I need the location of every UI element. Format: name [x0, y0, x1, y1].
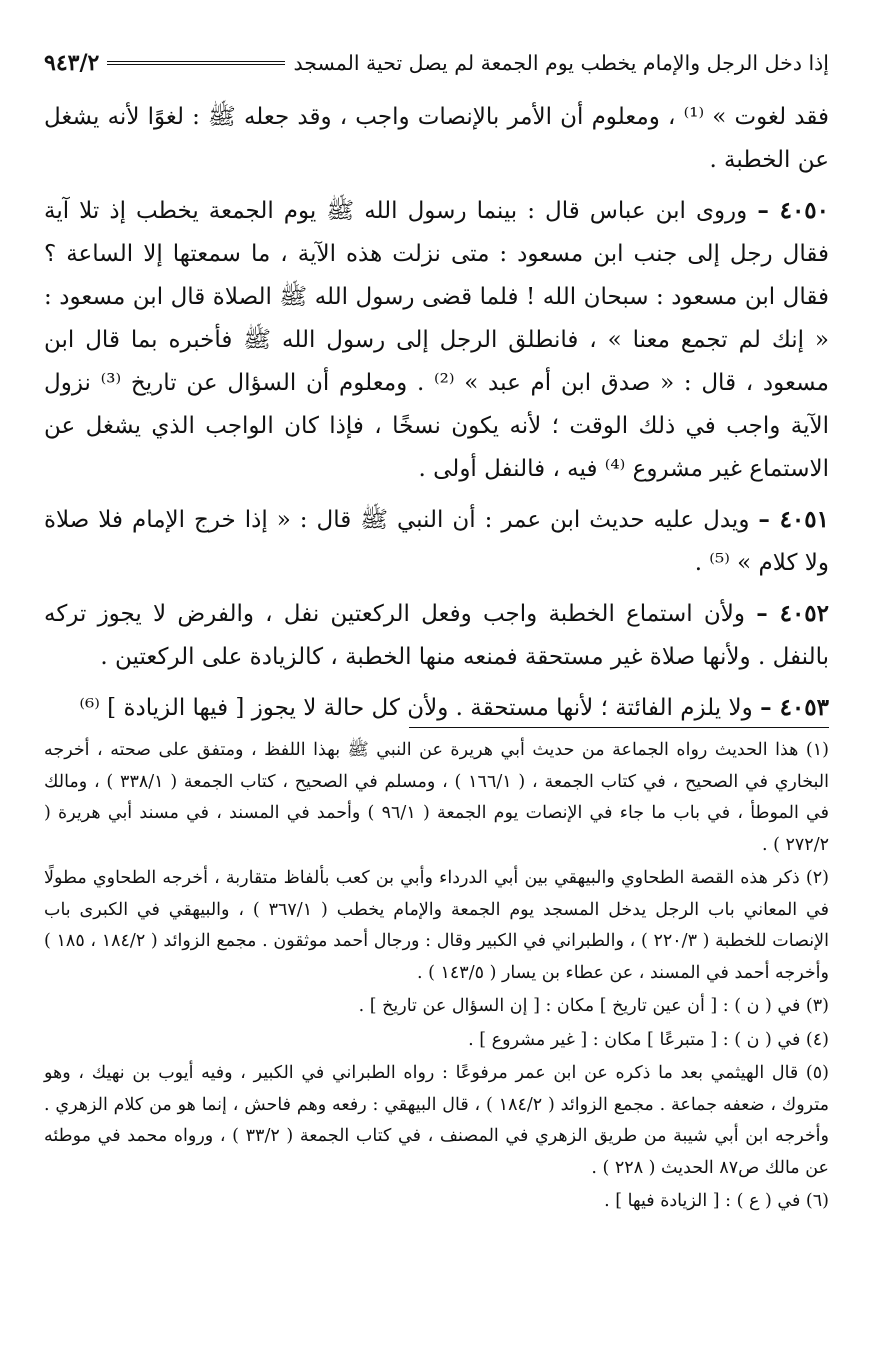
paragraph-text: ويدل عليه حديث ابن عمر : أن النبي ﷺ قال : « إذا خرج الإمام فلا صلاة ولا كلام » ⁽⁵⁾ .: [44, 507, 829, 576]
paragraph: [44, 592, 829, 679]
paragraph: [44, 95, 829, 182]
paragraph-number: ٤٠٥٣ –: [760, 694, 829, 721]
main-text: [44, 95, 829, 737]
paragraph-number: ٤٠٥٠ –: [757, 197, 830, 224]
footnote: (٣) في ( ن ) : [ أن عين تاريخ ] مكان : [ إن السؤال عن تاريخ ] .: [358, 996, 829, 1016]
paragraph: [44, 189, 829, 491]
paragraph-text: وروى ابن عباس قال : بينما رسول الله ﷺ يوم الجمعة يخطب إذ تلا آية فقال رجل إلى جنب ابن مسعود : متى نزلت هذه الآية ، ما سمعتها إلا الساعة ؟ فقال ابن مسعود : سبحان الله ! فلما قضى رسول الله ﷺ الصلاة قال ابن مسعود : « إنك لم تجمع معنا » ، فانطلق الرجل إلى رسول الله ﷺ فأخبره بما قال ابن مسعود ، قال : « صدق ابن أم عبد » ⁽²⁾ . ومعلوم أن السؤال عن تاريخ ⁽³⁾ نزول الآية واجب في ذلك الوقت ؛ لأنه يكون نسخًا ، فإذا كان الواجب الذي يشغل عن الاستماع غير مشروع ⁽⁴⁾ فيه ، فالنفل أولى .: [44, 198, 829, 482]
paragraph-number: ٤٠٥١ –: [758, 506, 829, 533]
paragraph: [44, 498, 829, 585]
paragraph-text: فقد لغوت » ⁽¹⁾ ، ومعلوم أن الأمر بالإنصات واجب ، وقد جعله ﷺ : لغوًا لأنه يشغل عن الخطبة .: [44, 104, 829, 173]
page-number: ٩٤٣/٢: [44, 50, 100, 76]
paragraph-text: ولأن استماع الخطبة واجب وفعل الركعتين نفل ، والفرض لا يجوز تركه بالنفل . ولأنها صلاة غير مستحقة فمنعه منها الخطبة ، كالزيادة على الركعتين .: [44, 601, 829, 670]
footnote: (٦) في ( ع ) : [ الزيادة فيها ] .: [604, 1191, 829, 1211]
paragraph: [44, 686, 829, 730]
header-title: إذا دخل الرجل والإمام يخطب يوم الجمعة لم يصل تحية المسجد: [293, 51, 829, 75]
running-header: [44, 42, 829, 84]
paragraph-text: ولا يلزم الفائتة ؛ لأنها مستحقة . ولأن كل حالة لا يجوز [ فيها الزيادة ] ⁽⁶⁾: [79, 695, 753, 721]
footnote: (٥) قال الهيثمي بعد ما ذكره عن ابن عمر مرفوعًا : رواه الطبراني في الكبير ، وفيه أيوب بن نهيك ، وهو متروك ، ضعفه جماعة . مجمع الزوائد ( ١٨٤/٢ ) ، قال البيهقي : رفعه وهم فاحش ، إنما هو من كلام الزهري . وأخرجه ابن أبي شيبة من طريق الزهري في المصنف ، في كتاب الجمعة ( ٣٣/٢ ) ، ورواه محمد في موطئه عن مالك ص٨٧ الحديث ( ٢٢٨ ) .: [44, 1063, 829, 1178]
footnote: (٢) ذكر هذه القصة الطحاوي والبيهقي بين أبي الدرداء وأبي بن كعب بألفاظ متقاربة ، أخرجه الطحاوي مطولًا في المعاني باب الرجل يدخل المسجد يوم الجمعة والإمام يخطب ( ٣٦٧/١ ) ، والبيهقي في الكبرى باب الإنصات للخطبة ( ٢٢٠/٣ ) ، والطبراني في الكبير وقال : ورجال أحمد موثقون . مجمع الزوائد ( ١٨٤/٢ ، ١٨٥ ) وأخرجه أحمد في المسند ، عن عطاء بن يسار ( ١٤٣/٥ ) .: [44, 868, 829, 983]
paragraph-number: ٤٠٥٢ –: [756, 600, 830, 627]
footnote: (١) هذا الحديث رواه الجماعة من حديث أبي هريرة عن النبي ﷺ بهذا اللفظ ، ومتفق على صحته ، أخرجه البخاري في الصحيح ، في كتاب الجمعة ، ( ١٦٦/١ ) ، ومسلم في الصحيح ، كتاب الجمعة ( ٣٣٨/١ ) ، ومالك في الموطأ ، في باب ما جاء في الإنصات يوم الجمعة ( ٩٦/١ ) وأحمد في المسند ، في مسند أبي هريرة ( ٢٧٢/٢ ) .: [44, 740, 829, 855]
header-rule: [107, 61, 285, 65]
footnotes: [44, 735, 829, 1220]
footnote-separator: [409, 727, 829, 728]
footnote: (٤) في ( ن ) : [ متبرعًا ] مكان : [ غير مشروع ] .: [468, 1029, 829, 1050]
